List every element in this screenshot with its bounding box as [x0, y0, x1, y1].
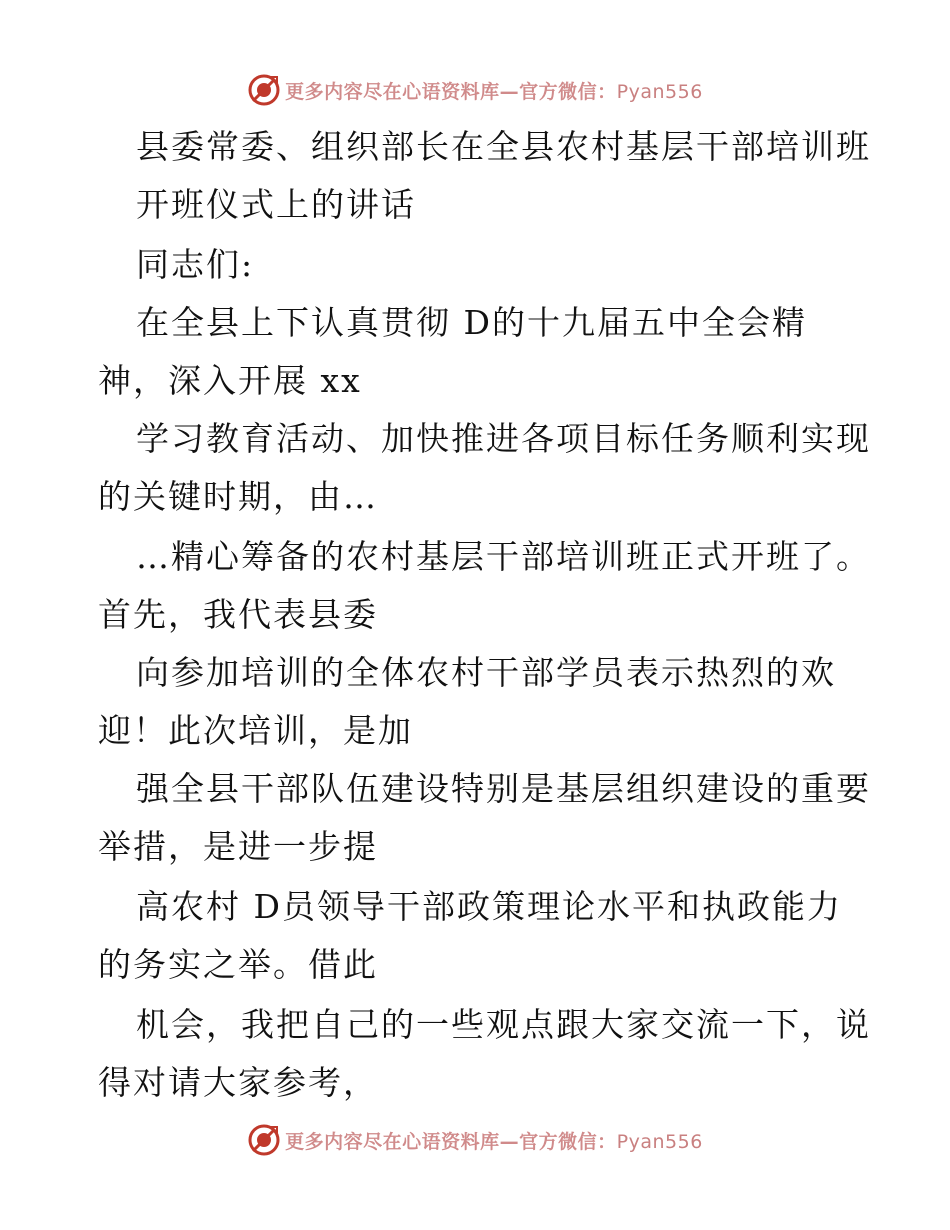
wechat-id: Pyan556 — [616, 1130, 703, 1153]
paragraph-line: 学习教育活动、加快推进各项目标任务顺利实现 — [136, 419, 871, 458]
title-line-1: 县委常委、组织部长在全县农村基层干部培训班 — [136, 127, 871, 166]
paragraph-line: 强全县干部队伍建设特别是基层组织建设的重要 — [136, 769, 871, 808]
library-logo-icon — [247, 1123, 281, 1157]
paragraph-line: 首先，我代表县委 — [98, 595, 378, 634]
paragraph-line: 神，深入开展 xx — [98, 361, 362, 400]
paragraph-line: …精心筹备的农村基层干部培训班正式开班了。 — [136, 537, 871, 576]
watermark-text: 更多内容尽在心语资料库—官方微信：Pyan556 — [285, 1130, 703, 1153]
watermark-text: 更多内容尽在心语资料库—官方微信：Pyan556 — [285, 80, 703, 103]
paragraph-line: 得对请大家参考， — [98, 1063, 378, 1102]
wechat-id: Pyan556 — [616, 80, 703, 103]
paragraph-line: 迎！此次培训，是加 — [98, 711, 413, 750]
footer-watermark — [0, 1120, 950, 1160]
paragraph-line: 的关键时期，由… — [98, 477, 378, 516]
title-line-2: 开班仪式上的讲话 — [136, 185, 416, 224]
paragraph-line: 的务实之举。借此 — [98, 945, 378, 984]
paragraph-line: 在全县上下认真贯彻 D的十九届五中全会精 — [136, 303, 807, 342]
paragraph-line: 向参加培训的全体农村干部学员表示热烈的欢 — [136, 653, 836, 692]
paragraph-line: 举措，是进一步提 — [98, 827, 378, 866]
library-logo-icon — [247, 73, 281, 107]
header-watermark — [0, 70, 950, 110]
paragraph-line: 机会，我把自己的一些观点跟大家交流一下，说 — [136, 1005, 871, 1044]
paragraph-line: 高农村 D员领导干部政策理论水平和执政能力 — [136, 887, 842, 926]
salutation: 同志们: — [136, 245, 255, 284]
